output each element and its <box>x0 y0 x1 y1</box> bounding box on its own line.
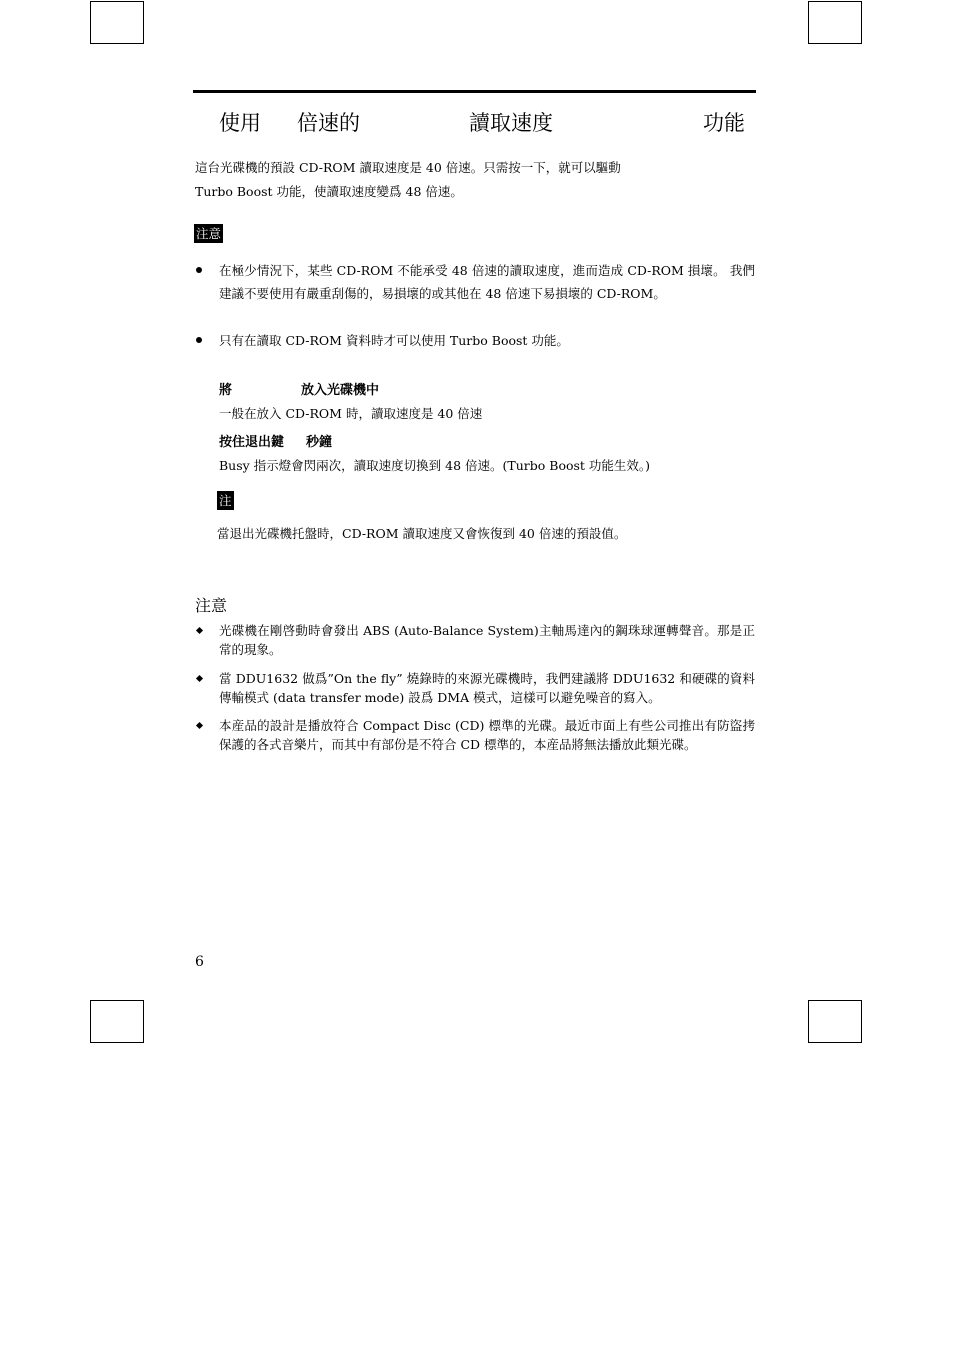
bullet-icon <box>196 329 204 353</box>
attention-item-1: 光碟機在剛啓動時會發出 ABS (Auto-Balance System)主軸馬達內的鋼珠球運轉聲音。那是正常的現象。 <box>219 623 755 657</box>
crop-mark-bottom-right <box>808 1000 862 1043</box>
step-1-heading-a: 將 <box>219 383 233 398</box>
step-1-heading <box>219 380 232 402</box>
note-badge: 注 <box>219 493 232 508</box>
caution-badge: 注意 <box>196 226 222 241</box>
intro-line-1: 這台光碟機的預設 CD-ROM 讀取速度是 40 倍速。只需按一下，就可以驅動 <box>195 160 621 175</box>
crop-mark-bottom-left <box>90 1000 144 1043</box>
page-title-part-3: 讀取速度 <box>469 111 553 135</box>
caution-bullet-1: 在極少情況下，某些 CD-ROM 不能承受 48 倍速的讀取速度，進而造成 CD-ROM 損壞。 我們建議不要使用有嚴重刮傷的，易損壞的或其他在 48 倍速下易損壞的 CD-ROM。 <box>219 263 755 301</box>
diamond-bullet-icon <box>196 717 204 737</box>
crop-mark-top-left <box>90 1 144 44</box>
step-2-heading-a: 按住退出鍵 <box>219 435 285 450</box>
attention-heading: 注意 <box>195 596 228 615</box>
page-title-part-1: 使用 <box>219 111 261 135</box>
crop-mark-top-right <box>808 1 862 44</box>
diamond-bullet-icon <box>196 670 204 690</box>
attention-item-2: 當 DDU1632 做爲”On the fly” 燒錄時的來源光碟機時，我們建議將 DDU1632 和硬碟的資料傳輸模式 (data transfer mode) 設爲 DMA 模式，這樣可以避免噪音的寫入。 <box>219 671 755 705</box>
attention-item-3: 本産品的設計是播放符合 Compact Disc (CD) 標準的光碟。最近市面上有些公司推出有防盜拷保護的各式音樂片，而其中有部份是不符合 CD 標準的，本産品將無法播放此類光碟。 <box>219 718 755 752</box>
intro-line-2: Turbo Boost 功能，使讀取速度變爲 48 倍速。 <box>195 184 463 199</box>
step-1-body: 一般在放入 CD-ROM 時，讀取速度是 40 倍速 <box>219 406 483 421</box>
step-1-heading-b: 放入光碟機中 <box>301 383 380 398</box>
step-2-heading-b: 秒鐘 <box>306 435 333 450</box>
bullet-icon <box>196 259 204 283</box>
page-title-part-4: 功能 <box>703 111 745 135</box>
page-title-part-2: 倍速的 <box>297 111 360 135</box>
note-text: 當退出光碟機托盤時，CD-ROM 讀取速度又會恢復到 40 倍速的預設值。 <box>217 526 627 541</box>
title-rule <box>193 90 756 93</box>
page-number: 6 <box>195 954 204 970</box>
caution-bullet-2: 只有在讀取 CD-ROM 資料時才可以使用 Turbo Boost 功能。 <box>219 333 569 348</box>
step-2-body: Busy 指示燈會閃兩次，讀取速度切換到 48 倍速。(Turbo Boost 功能生效。) <box>219 458 651 473</box>
diamond-bullet-icon <box>196 622 204 642</box>
